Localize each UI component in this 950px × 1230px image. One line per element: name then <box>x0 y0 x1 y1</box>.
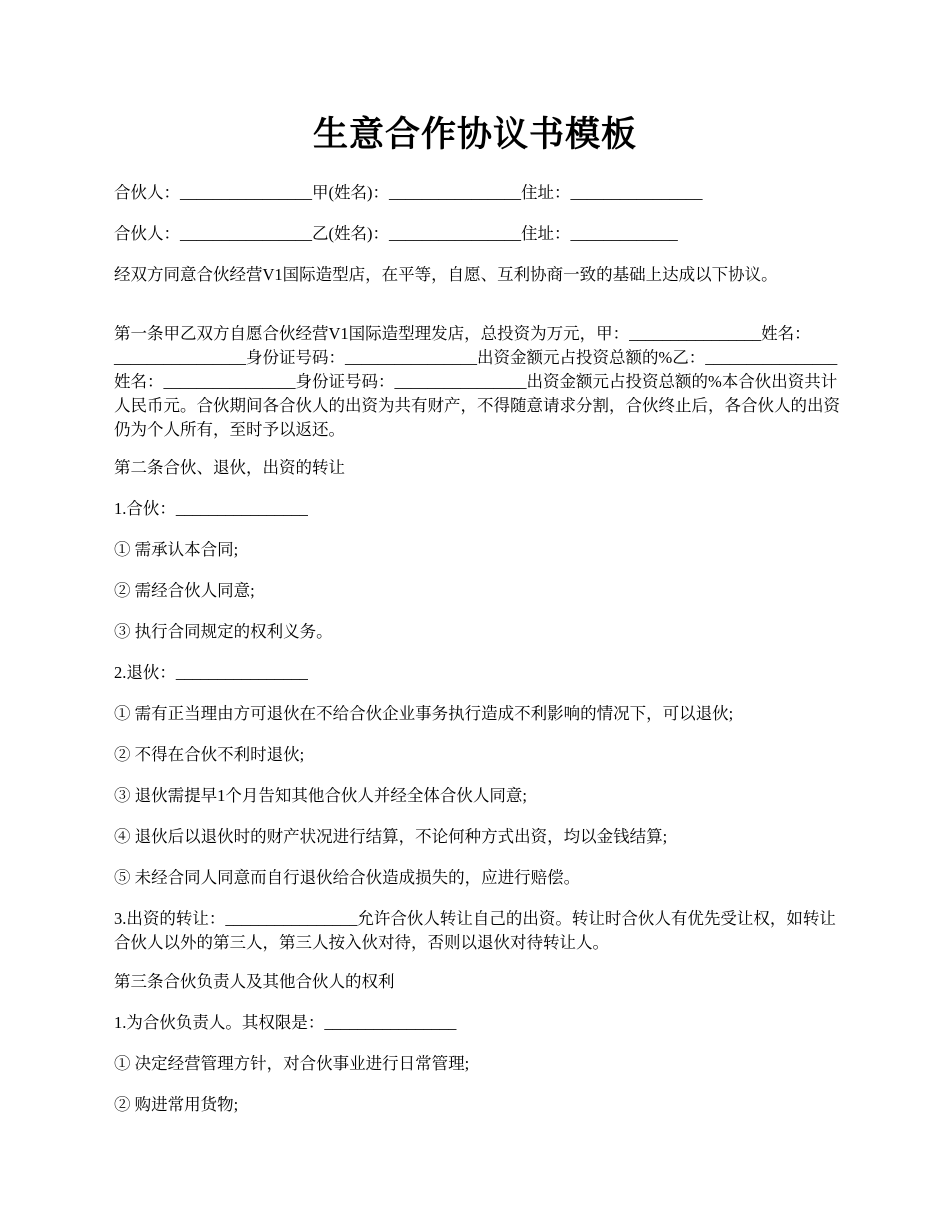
join-condition-2: ② 需经合伙人同意; <box>114 581 255 600</box>
authority-1: ① 决定经营管理方针，对合伙事业进行日常管理; <box>114 1054 470 1073</box>
join-condition-3: ③ 执行合同规定的权利义务。 <box>114 622 333 641</box>
join-item: 1.合伙：________________ <box>114 499 308 518</box>
partner-a-line: 合伙人：________________甲(姓名)：________________住址：________________ <box>114 183 703 202</box>
authority-2: ② 购进常用货物; <box>114 1095 239 1114</box>
article-one-paragraph: 第一条甲乙双方自愿合伙经营V1国际造型理发店，总投资为万元，甲：________________姓名：________________身份证号码：________________出资金额元占投资总额的%乙：________________姓名：________________身份证号码：________________出资金额元占投资总额的%本合伙出资共计人民币元。合伙期间各合伙人的出资为共有财产，不得随意请求分割，合伙终止后，各合伙人的出资仍为个人所有，至时予以返还。 <box>114 324 840 439</box>
withdraw-condition-1: ① 需有正当理由方可退伙在不给合伙企业事务执行造成不利影响的情况下，可以退伙; <box>114 704 734 723</box>
withdraw-condition-5: ⑤ 未经合同人同意而自行退伙给合伙造成损失的，应进行赔偿。 <box>114 868 581 887</box>
partner-b-line: 合伙人：________________乙(姓名)：________________住址：_____________ <box>114 224 678 243</box>
manager-authority-item: 1.为合伙负责人。其权限是：________________ <box>114 1013 457 1032</box>
withdraw-condition-3: ③ 退伙需提早1个月告知其他合伙人并经全体合伙人同意; <box>114 786 527 805</box>
document-title: 生意合作协议书模板 <box>312 115 637 155</box>
join-condition-1: ① 需承认本合同; <box>114 540 239 559</box>
transfer-paragraph: 3.出资的转让：________________允许合伙人转让自己的出资。转让时合伙人有优先受让权，如转让合伙人以外的第三人，第三人按入伙对待，否则以退伙对待转让人。 <box>114 909 836 952</box>
article-three-heading: 第三条合伙负责人及其他合伙人的权利 <box>114 972 395 991</box>
intro-paragraph: 经双方同意合伙经营V1国际造型店，在平等，自愿、互利协商一致的基础上达成以下协议。 <box>114 265 778 284</box>
withdraw-condition-2: ② 不得在合伙不利时退伙; <box>114 745 305 764</box>
withdraw-condition-4: ④ 退伙后以退伙时的财产状况进行结算，不论何种方式出资，均以金钱结算; <box>114 827 668 846</box>
article-two-heading: 第二条合伙、退伙，出资的转让 <box>114 458 345 477</box>
withdraw-item: 2.退伙：________________ <box>114 663 308 682</box>
